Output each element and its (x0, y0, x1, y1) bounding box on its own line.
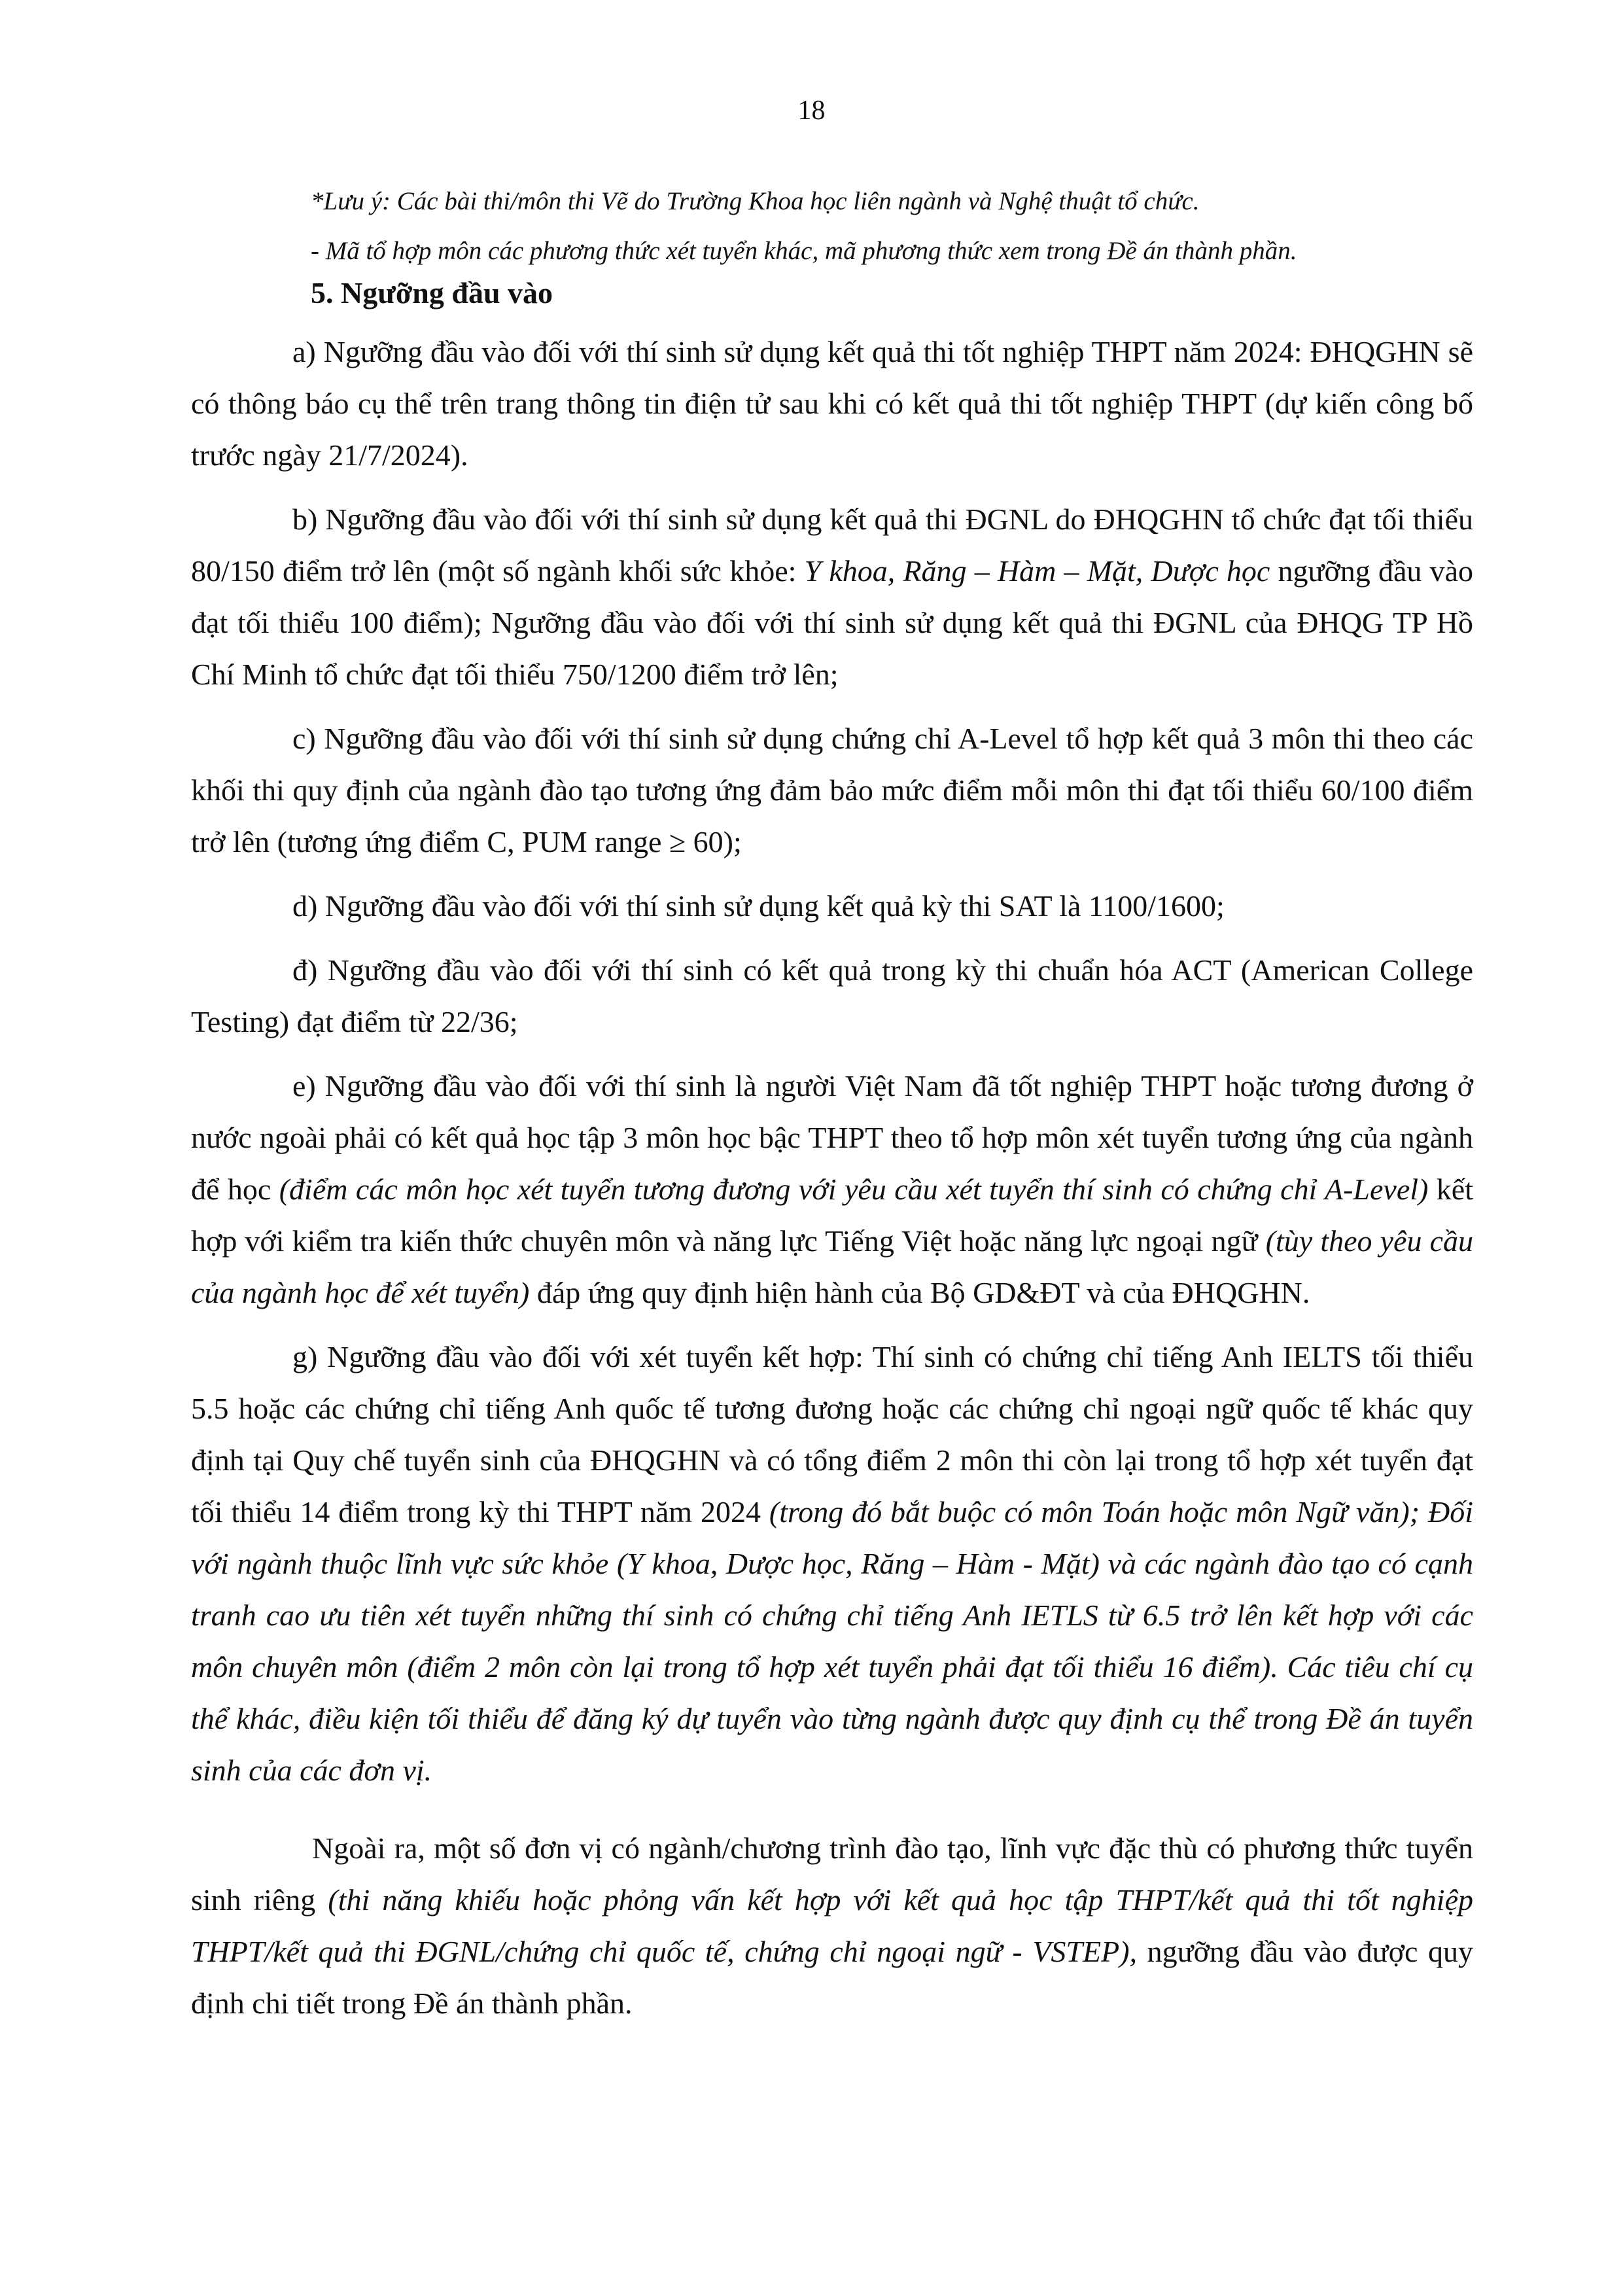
text-run: g) Ngưỡng đầu vào đối với xét tuyển kết hợp: Thí sinh có chứng chỉ tiếng Anh IELTS tối thiểu 5.5 hoặc các chứng chỉ tiếng Anh quốc tế tương đương hoặc các chứng chỉ ngoại ngữ quốc tế khác quy định tại Quy chế tuyển sinh của ĐHQGHN và có tổng điểm 2 môn thi còn lại trong tổ hợp xét tuyển đạt tối thiểu 14 điểm trong kỳ thi THPT năm 2024 (191, 1340, 1473, 1528)
paragraph-final (191, 1822, 1473, 2029)
paragraph-a: a) Ngưỡng đầu vào đối với thí sinh sử dụng kết quả thi tốt nghiệp THPT năm 2024: ĐHQGHN sẽ có thông báo cụ thể trên trang thông tin điện tử sau khi có kết quả thi tốt nghiệp THPT (dự kiến công bố trước ngày 21/7/2024). (191, 335, 1473, 472)
italic-run: Y khoa, Răng – Hàm – Mặt, Dược học (804, 554, 1270, 588)
text-run: đáp ứng quy định hiện hành của Bộ GD&ĐT và của ĐHQGHN. (529, 1276, 1310, 1309)
note-line: - Mã tổ hợp môn các phương thức xét tuyển khác, mã phương thức xem trong Đề án thành phần. (311, 237, 1297, 265)
notes (311, 177, 1475, 276)
section-title: 5. Ngưỡng đầu vào (311, 276, 553, 309)
document-body (191, 326, 1473, 2041)
paragraph-d: d) Ngưỡng đầu vào đối với thí sinh sử dụng kết quả kỳ thi SAT là 1100/1600; (292, 889, 1225, 923)
page-number: 18 (797, 96, 826, 126)
paragraph-dd: đ) Ngưỡng đầu vào đối với thí sinh có kết quả trong kỳ thi chuẩn hóa ACT (American College Testing) đạt điểm từ 22/36; (191, 953, 1473, 1038)
italic-run: (tùy theo yêu cầu của ngành học để xét tuyển) (191, 1224, 1473, 1309)
paragraph-e (191, 1060, 1473, 1318)
paragraph-g (191, 1331, 1473, 1796)
text-run: e) Ngưỡng đầu vào đối với thí sinh là người Việt Nam đã tốt nghiệp THPT hoặc tương đương ở nước ngoài phải có kết quả học tập 3 môn học bậc THPT theo tổ hợp môn xét tuyển tương ứng của ngành để học (191, 1069, 1473, 1206)
paragraph-c: c) Ngưỡng đầu vào đối với thí sinh sử dụng chứng chỉ A-Level tổ hợp kết quả 3 môn thi theo các khối thi quy định của ngành đào tạo tương ứng đảm bảo mức điểm mỗi môn thi đạt tối thiểu 60/100 điểm trở lên (tương ứng điểm C, PUM range ≥ 60); (191, 722, 1473, 858)
text-run: ngưỡng đầu vào đạt tối thiểu 100 điểm); Ngưỡng đầu vào đối với thí sinh sử dụng kết quả thi ĐGNL của ĐHQG TP Hồ Chí Minh tổ chức đạt tối thiểu 750/1200 điểm trở lên; (191, 554, 1473, 691)
text-run: b) Ngưỡng đầu vào đối với thí sinh sử dụng kết quả thi ĐGNL do ĐHQGHN tổ chức đạt tối thiểu 80/150 điểm trở lên (một số ngành khối sức khỏe: (191, 503, 1473, 588)
text-run: Ngoài ra, một số đơn vị có ngành/chương trình đào tạo, lĩnh vực đặc thù có phương thức tuyển sinh riêng (191, 1831, 1473, 1916)
italic-run: (trong đó bắt buộc có môn Toán hoặc môn Ngữ văn); Đối với ngành thuộc lĩnh vực sức khỏe (Y khoa, Dược học, Răng – Hàm - Mặt) và các ngành đào tạo có cạnh tranh cao ưu tiên xét tuyển những thí sinh có chứng chỉ tiếng Anh IETLS từ 6.5 trở lên kết hợp với các môn chuyên môn (điểm 2 môn còn lại trong tổ hợp xét tuyển phải đạt tối thiểu 16 điểm). Các tiêu chí cụ thể khác, điều kiện tối thiểu để đăng ký dự tuyển vào từng ngành được quy định cụ thể trong Đề án tuyển sinh của các đơn vị. (191, 1495, 1473, 1787)
italic-run: (điểm các môn học xét tuyển tương đương với yêu cầu xét tuyển thí sinh có chứng chỉ A-Level) (279, 1173, 1429, 1206)
text-run: ngưỡng đầu vào được quy định chi tiết trong Đề án thành phần. (191, 1935, 1473, 2020)
paragraph-b (191, 493, 1473, 700)
text-run: kết hợp với kiểm tra kiến thức chuyên môn và năng lực Tiếng Việt hoặc năng lực ngoại ngữ (191, 1173, 1473, 1258)
italic-run: (thi năng khiếu hoặc phỏng vấn kết hợp với kết quả học tập THPT/kết quả thi tốt nghiệp THPT/kết quả thi ĐGNL/chứng chỉ quốc tế, chứng chỉ ngoại ngữ - VSTEP), (191, 1883, 1474, 1968)
note-line: *Lưu ý: Các bài thi/môn thi Vẽ do Trường Khoa học liên ngành và Nghệ thuật tổ chức. (311, 187, 1200, 215)
